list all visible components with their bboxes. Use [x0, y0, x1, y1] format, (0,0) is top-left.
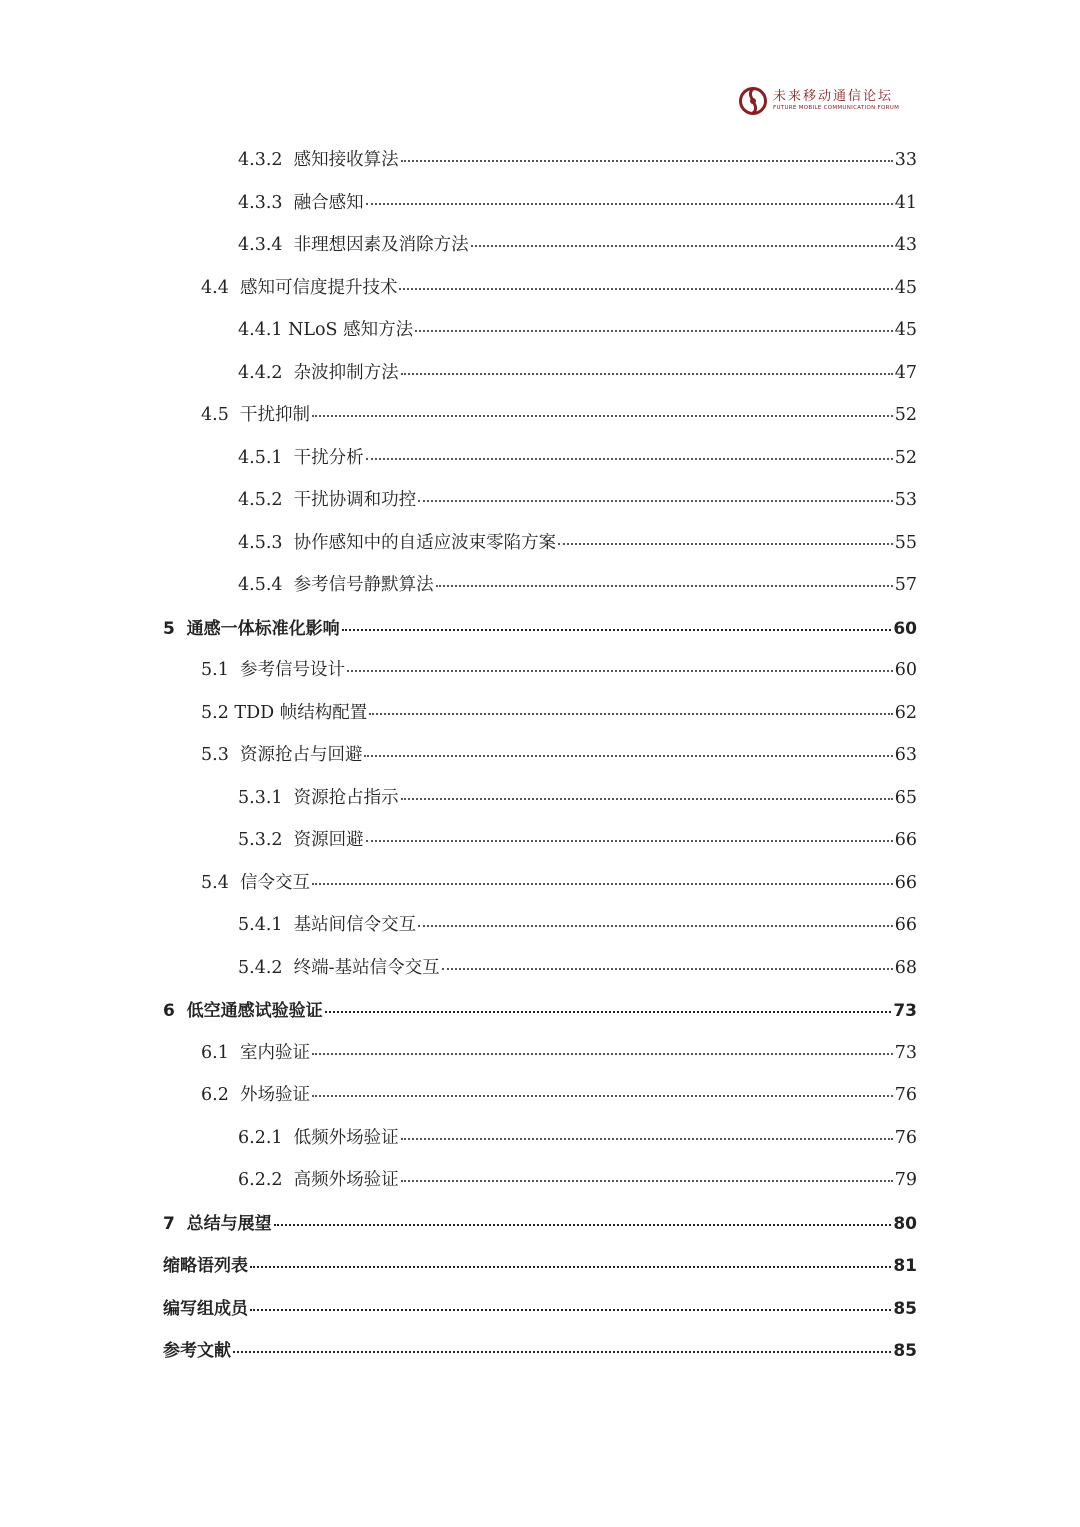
toc-entry-title: 6.2 外场验证: [201, 1085, 310, 1105]
toc-leader-dots: [401, 372, 893, 375]
logo-english-name: FUTURE MOBILE COMMUNICATION FORUM: [773, 105, 900, 112]
toc-entry[interactable]: [238, 529, 917, 561]
toc-entry[interactable]: [163, 1336, 917, 1368]
toc-entry-page-number: 52: [894, 447, 917, 468]
toc-entry[interactable]: [238, 444, 917, 476]
toc-entry-page-number: 33: [894, 150, 917, 170]
logo-chinese-name: 未来移动通信论坛: [773, 89, 894, 105]
toc-entry-page-number: 55: [894, 532, 917, 553]
toc-entry[interactable]: [163, 1209, 917, 1241]
toc-leader-dots: [250, 1265, 891, 1268]
toc-leader-dots: [369, 712, 893, 715]
toc-entry-page-number: 80: [893, 1213, 917, 1234]
toc-entry-page-number: 73: [894, 1042, 917, 1063]
toc-entry[interactable]: [238, 911, 917, 943]
toc-entry-title: 4.4.2 杂波抑制方法: [238, 362, 399, 383]
toc-entry-page-number: 85: [893, 1298, 917, 1319]
toc-leader-dots: [415, 329, 893, 332]
toc-entry[interactable]: [163, 614, 917, 646]
toc-leader-dots: [366, 202, 893, 205]
toc-leader-dots: [558, 542, 893, 545]
toc-entry[interactable]: [201, 1039, 917, 1071]
toc-entry[interactable]: [238, 359, 917, 391]
toc-entry-page-number: 47: [894, 362, 917, 383]
toc-entry-page-number: 43: [894, 235, 917, 255]
toc-entry-page-number: 66: [894, 872, 917, 893]
toc-leader-dots: [401, 159, 893, 162]
toc-entry-title: 5.3.2 资源回避: [238, 830, 364, 850]
toc-entry-title: 4.3.4 非理想因素及消除方法: [238, 235, 469, 255]
toc-entry[interactable]: [163, 1294, 917, 1326]
toc-entry-page-number: 60: [894, 660, 917, 680]
toc-entry-page-number: 76: [894, 1085, 917, 1105]
toc-entry-page-number: 73: [893, 1001, 917, 1021]
toc-entry-page-number: 62: [894, 702, 917, 723]
toc-entry-title: 7 总结与展望: [163, 1213, 272, 1234]
toc-entry-page-number: 76: [894, 1127, 917, 1148]
toc-entry[interactable]: [238, 189, 917, 221]
toc-entry-title: 5.4 信令交互: [201, 872, 310, 893]
toc-entry-title: 5.2 TDD 帧结构配置: [201, 702, 368, 723]
toc-entry[interactable]: [201, 699, 917, 731]
toc-entry-page-number: 53: [894, 490, 917, 510]
toc-entry[interactable]: [238, 571, 917, 603]
toc-entry-title: 5.3.1 资源抢占指示: [238, 787, 399, 808]
toc-entry-page-number: 63: [894, 745, 917, 765]
toc-entry[interactable]: [201, 656, 917, 688]
toc-leader-dots: [401, 1179, 893, 1182]
toc-leader-dots: [418, 924, 893, 927]
toc-entry-title: 参考文献: [163, 1341, 231, 1361]
toc-leader-dots: [399, 287, 892, 290]
toc-leader-dots: [418, 499, 893, 502]
toc-entry[interactable]: [163, 996, 917, 1028]
toc-entry-title: 编写组成员: [163, 1298, 248, 1319]
toc-entry-title: 5.3 资源抢占与回避: [201, 745, 363, 765]
toc-entry[interactable]: [201, 1081, 917, 1113]
toc-entry-title: 4.5.2 干扰协调和功控: [238, 490, 417, 510]
toc-entry-page-number: 41: [894, 192, 917, 213]
toc-entry-title: 6.2.1 低频外场验证: [238, 1127, 399, 1148]
toc-leader-dots: [366, 457, 893, 460]
toc-entry-title: 5.1 参考信号设计: [201, 660, 345, 680]
toc-entry-title: 6 低空通感试验验证: [163, 1001, 323, 1021]
toc-entry-page-number: 79: [894, 1170, 917, 1190]
toc-entry-page-number: 57: [894, 575, 917, 595]
toc-entry-title: 5.4.1 基站间信令交互: [238, 915, 417, 935]
toc-leader-dots: [325, 1010, 892, 1013]
toc-entry-page-number: 52: [894, 405, 917, 425]
toc-leader-dots: [312, 1052, 893, 1055]
toc-entry[interactable]: [238, 231, 917, 263]
toc-entry[interactable]: [238, 784, 917, 816]
toc-leader-dots: [312, 1094, 893, 1097]
toc-entry[interactable]: [201, 401, 917, 433]
toc-entry-title: 5 通感一体标准化影响: [163, 618, 340, 639]
toc-entry[interactable]: [238, 486, 917, 518]
toc-entry[interactable]: [201, 741, 917, 773]
toc-entry-page-number: 60: [893, 618, 917, 639]
forum-logo-icon: [738, 86, 768, 116]
toc-entry[interactable]: [238, 826, 917, 858]
toc-entry-page-number: 66: [894, 915, 917, 935]
toc-entry[interactable]: [238, 954, 917, 986]
toc-entry-title: 4.4.1 NLoS 感知方法: [238, 320, 414, 340]
toc-entry-title: 4.5.4 参考信号静默算法: [238, 575, 434, 595]
toc-leader-dots: [364, 754, 892, 757]
toc-leader-dots: [274, 1223, 892, 1226]
toc-entry-page-number: 81: [893, 1256, 917, 1276]
toc-entry[interactable]: [201, 869, 917, 901]
toc-entry[interactable]: [238, 1166, 917, 1198]
toc-entry-page-number: 45: [894, 277, 917, 298]
toc-entry-page-number: 45: [894, 320, 917, 340]
toc-leader-dots: [312, 414, 893, 417]
toc-entry-title: 缩略语列表: [163, 1256, 248, 1276]
toc-entry-title: 4.5.3 协作感知中的自适应波束零陷方案: [238, 532, 557, 553]
toc-entry-title: 6.1 室内验证: [201, 1042, 310, 1063]
toc-leader-dots: [233, 1350, 891, 1353]
toc-entry-title: 6.2.2 高频外场验证: [238, 1170, 399, 1190]
toc-entry[interactable]: [163, 1251, 917, 1283]
toc-leader-dots: [442, 967, 893, 970]
toc-entry-page-number: 68: [894, 957, 917, 978]
toc-entry-title: 4.3.2 感知接收算法: [238, 150, 399, 170]
toc-entry-page-number: 65: [894, 787, 917, 808]
toc-leader-dots: [342, 628, 892, 631]
toc-entry[interactable]: [238, 1124, 917, 1156]
toc-entry-title: 4.5 干扰抑制: [201, 405, 310, 425]
toc-entry-title: 4.3.3 融合感知: [238, 192, 364, 213]
toc-entry-title: 4.4 感知可信度提升技术: [201, 277, 398, 298]
toc-leader-dots: [436, 584, 893, 587]
toc-entry-page-number: 85: [893, 1341, 917, 1361]
toc-leader-dots: [347, 669, 893, 672]
toc-entry[interactable]: [238, 316, 917, 348]
toc-leader-dots: [312, 882, 893, 885]
toc-entry-page-number: 66: [894, 830, 917, 850]
toc-entry[interactable]: [201, 274, 917, 306]
toc-leader-dots: [401, 1137, 893, 1140]
forum-logo: [738, 86, 899, 116]
toc-leader-dots: [401, 797, 893, 800]
toc-entry-title: 5.4.2 终端-基站信令交互: [238, 957, 440, 978]
toc-entry[interactable]: [238, 146, 917, 178]
toc-entry-title: 4.5.1 干扰分析: [238, 447, 364, 468]
toc-leader-dots: [250, 1308, 891, 1311]
toc-leader-dots: [366, 839, 893, 842]
toc-leader-dots: [471, 244, 893, 247]
